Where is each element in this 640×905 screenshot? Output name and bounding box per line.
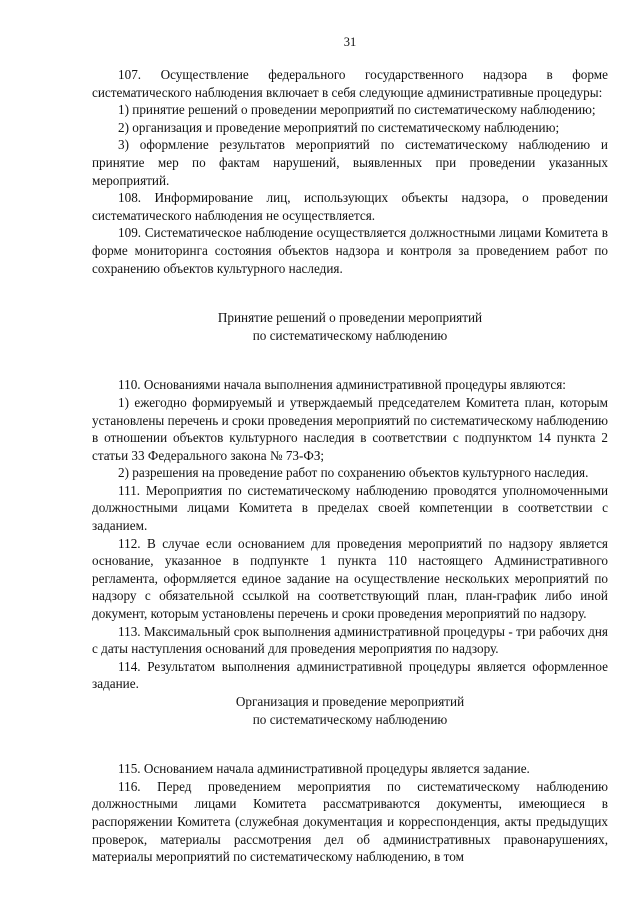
paragraph-112: 112. В случае если основанием для проведения мероприятий по надзору является основание, указанное в подпункте 1 пункта 110 настоящего Административного регламента, оформляется единое задание на осуществление нескольких мероприятий по надзору с обязательной ссылкой на соответствующий план, план-график либо иной документ, которым установлены перечень и сроки проведения мероприятий по надзору. xyxy=(92,535,608,622)
paragraph-116: 116. Перед проведением мероприятия по систематическому наблюдению должностными лицами Комитета рассматриваются документы, имеющиеся в распоряжении Комитета (служебная документация и корреспонденция, акты предыдущих проверок, материалы рассмотрения дел об административных правонарушениях, материалы мероприятий по систематическому наблюдению, в том xyxy=(92,778,608,865)
page-number: 31 xyxy=(343,35,357,49)
paragraph-110-item-1: 1) ежегодно формируемый и утверждаемый председателем Комитета план, которым установлены перечень и сроки проведения мероприятий по систематическому наблюдению в отношении объектов культурного наследия в соответствии с подпунктом 14 пункта 2 статьи 33 Федерального закона № 73-ФЗ; xyxy=(92,394,608,463)
paragraph-109: 109. Систематическое наблюдение осуществляется должностными лицами Комитета в форме мониторинга состояния объектов надзора и контроля за проведением работ по сохранению объектов культурного наследия. xyxy=(92,225,608,276)
paragraph-107-item-2: 2) организация и проведение мероприятий по систематическому наблюдению; xyxy=(118,119,560,135)
paragraph-107-item-1: 1) принятие решений о проведении мероприятий по систематическому наблюдению; xyxy=(118,102,596,118)
section-heading-2-line-1: Организация и проведение мероприятий xyxy=(235,694,465,709)
paragraph-115: 115. Основанием начала административной процедуры является задание. xyxy=(118,761,530,777)
section-heading-2-line-2: по систематическому наблюдению xyxy=(252,711,448,727)
paragraph-111: 111. Мероприятия по систематическому наблюдению проводятся уполномоченными должностными лицами Комитета в пределах своей компетенции в соответствии с заданием. xyxy=(92,482,608,534)
paragraph-107: 107. Осуществление федерального государственного надзора в форме систематического наблюдения включает в себя следующие административные процедуры: xyxy=(92,67,608,100)
document-page xyxy=(92,0,608,905)
paragraph-108: 108. Информирование лиц, использующих объекты надзора, о проведении систематического наблюдения не осуществляется. xyxy=(92,190,608,223)
section-heading-1-line-2: по систематическому наблюдению xyxy=(252,327,448,343)
paragraph-107-item-3: 3) оформление результатов мероприятий по систематическому наблюдению и принятие мер по фактам нарушений, выявленных при проведении указанных мероприятий. xyxy=(92,137,608,188)
section-heading-1-line-1: Принятие решений о проведении мероприятий xyxy=(217,310,483,326)
paragraph-113: 113. Максимальный срок выполнения административной процедуры - три рабочих дня с даты наступления оснований для проведения мероприятия по надзору. xyxy=(92,623,608,657)
paragraph-110-item-2: 2) разрешения на проведение работ по сохранению объектов культурного наследия. xyxy=(118,465,589,481)
paragraph-114: 114. Результатом выполнения административной процедуры является оформленное задание. xyxy=(92,658,608,692)
paragraph-110: 110. Основаниями начала выполнения административной процедуры являются: xyxy=(118,377,566,393)
document-body xyxy=(92,66,608,866)
